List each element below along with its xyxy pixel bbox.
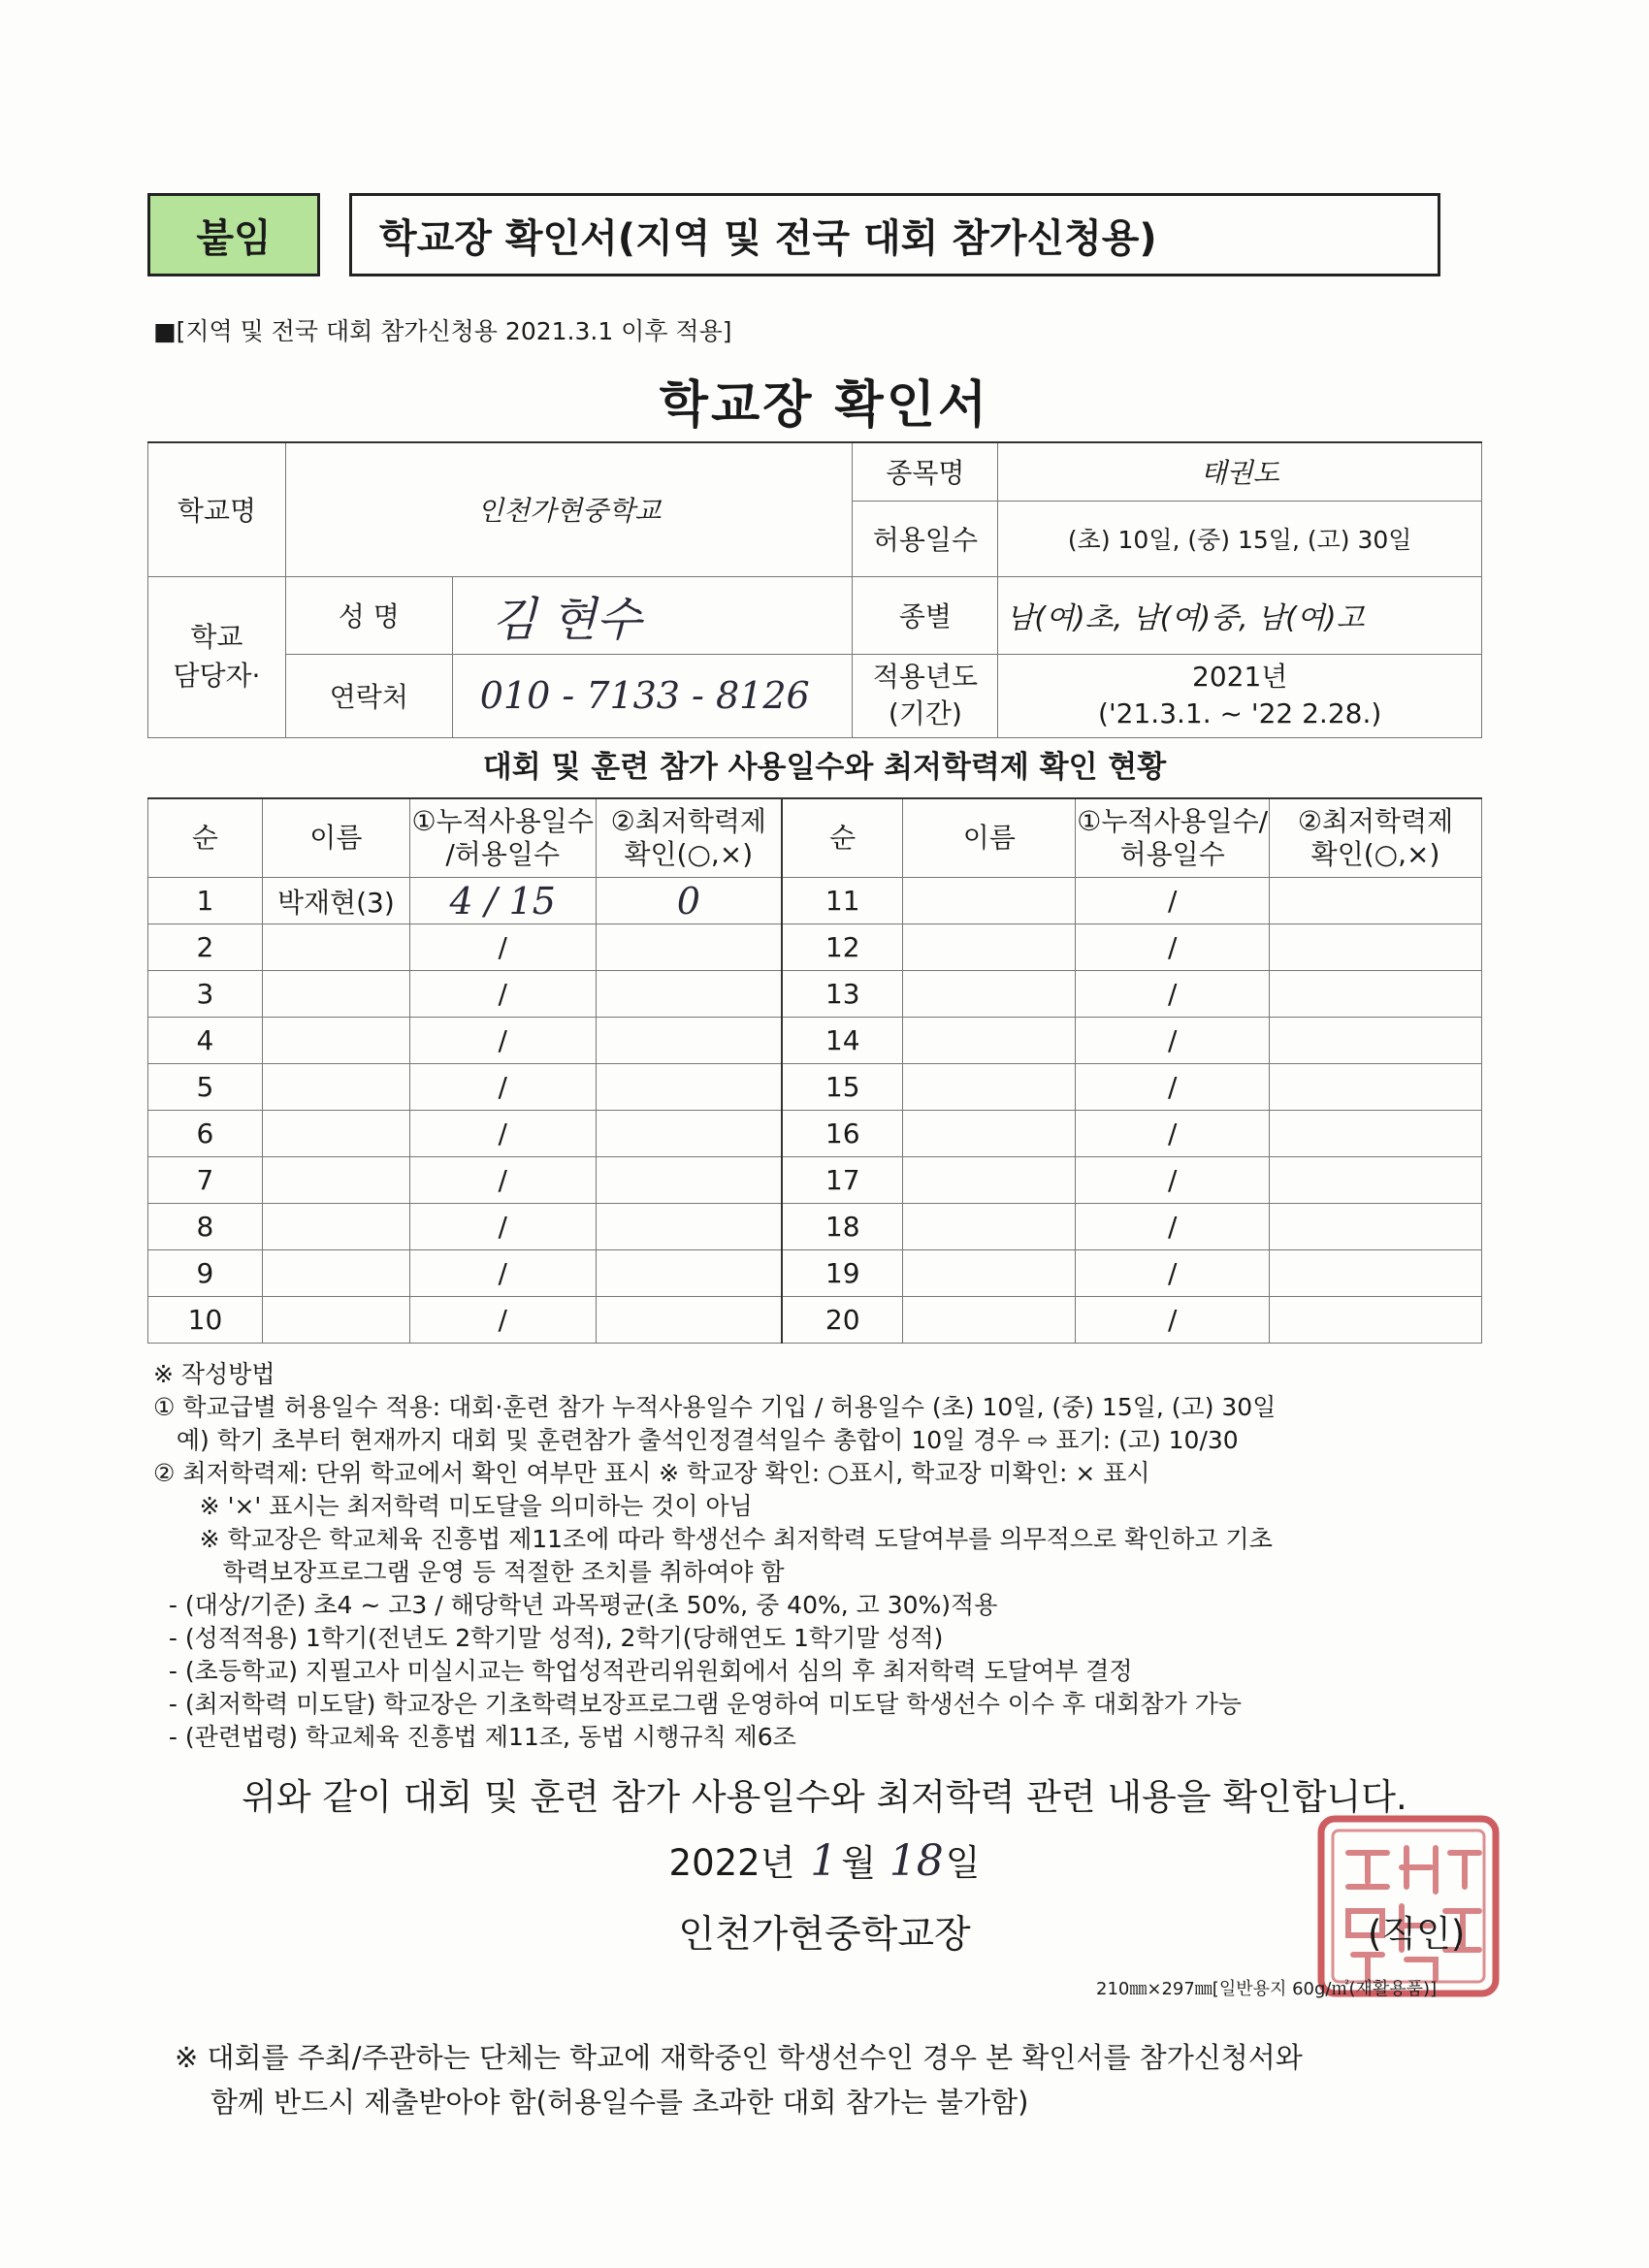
cell-no: 4 [148, 1018, 263, 1064]
cell-check [596, 1204, 782, 1250]
cell-no: 8 [148, 1204, 263, 1250]
contact-value: 010 - 7133 - 8126 [452, 654, 853, 737]
cell-check [1270, 1157, 1482, 1204]
allowed-value: (초) 10일, (중) 15일, (고) 30일 [998, 501, 1482, 576]
applies-note: ■[지역 및 전국 대회 참가신청용 2021.3.1 이후 적용] [153, 317, 732, 345]
header-days: ①누적사용일수 /허용일수 [409, 798, 596, 878]
note-line: ② 최저학력제: 단위 학교에서 확인 여부만 표시 ※ 학교장 확인: ○표시, 학교장 미확인: × 표시 [153, 1459, 1150, 1487]
cell-days: / [409, 1018, 596, 1064]
confirmation-text: 위와 같이 대회 및 훈련 참가 사용일수와 최저학력 관련 내용을 확인합니다. [242, 1776, 1407, 1818]
header-name: 이름 [903, 798, 1076, 878]
table-row [148, 1297, 1482, 1344]
cell-check: 0 [596, 878, 782, 924]
note-line: - (관련법령) 학교체육 진흥법 제11조, 동법 시행규칙 제6조 [153, 1723, 796, 1751]
cell-no: 18 [782, 1204, 903, 1250]
cell-name [262, 1204, 409, 1250]
principal-name: 인천가현중학교장 [678, 1913, 971, 1957]
header-name: 이름 [262, 798, 409, 878]
school-label: 학교명 [148, 442, 286, 576]
table-row [148, 1250, 1482, 1297]
cell-name [903, 971, 1076, 1018]
cell-days: / [409, 1064, 596, 1111]
header-days: ①누적사용일수/ 허용일수 [1076, 798, 1270, 878]
header-no: 순 [148, 798, 263, 878]
cell-days: / [1076, 971, 1270, 1018]
name-value: 김 현수 [452, 576, 853, 654]
name-label: 성 명 [285, 576, 452, 654]
cell-name [903, 1297, 1076, 1344]
cell-days: / [1076, 878, 1270, 924]
cell-no: 16 [782, 1111, 903, 1157]
header-check: ②최저학력제 확인(○,×) [1270, 798, 1482, 878]
cell-no: 5 [148, 1064, 263, 1111]
sport-value: 태권도 [998, 442, 1482, 501]
cell-days: / [409, 1111, 596, 1157]
cell-days: / [1076, 1111, 1270, 1157]
cell-days: / [409, 1157, 596, 1204]
cell-name [903, 1204, 1076, 1250]
cell-no: 9 [148, 1250, 263, 1297]
cell-days: / [409, 1297, 596, 1344]
section-title: 대회 및 훈련 참가 사용일수와 최저학력제 확인 현황 [482, 750, 1167, 785]
seal-label: (직인) [1368, 1913, 1466, 1955]
paper-spec: 210㎜×297㎜[일반용지 60g/㎡(재활용품)] [1096, 1979, 1438, 1999]
cell-no: 14 [782, 1018, 903, 1064]
allowed-label: 허용일수 [853, 501, 998, 576]
info-table [147, 441, 1482, 738]
note-line: - (최저학력 미도달) 학교장은 기초학력보장프로그램 운영하여 미도달 학생선수 이수 후 대회참가 가능 [153, 1690, 1242, 1718]
cell-days: / [409, 924, 596, 971]
table-row [148, 1111, 1482, 1157]
note-line: - (초등학교) 지필고사 미실시교는 학업성적관리위원회에서 심의 후 최저학력 도달여부 결정 [153, 1657, 1133, 1685]
cell-name [903, 1157, 1076, 1204]
date-month: 1 [810, 1836, 838, 1886]
cell-days: / [409, 1204, 596, 1250]
note-line: ① 학교급별 허용일수 적용: 대회·훈련 참가 누적사용일수 기입 / 허용일수 (초) 10일, (중) 15일, (고) 30일 [153, 1393, 1277, 1421]
cell-days: / [1076, 924, 1270, 971]
cell-no: 1 [148, 878, 263, 924]
cell-check [1270, 1064, 1482, 1111]
header-check: ②최저학력제 확인(○,×) [596, 798, 782, 878]
cell-name [262, 1064, 409, 1111]
cell-name [903, 878, 1076, 924]
cell-check [1270, 1018, 1482, 1064]
cell-check [1270, 1204, 1482, 1250]
cell-days: / [1076, 1250, 1270, 1297]
cell-name [262, 1250, 409, 1297]
cell-days: / [1076, 1018, 1270, 1064]
date-day-unit: 일 [945, 1842, 981, 1884]
note-line: ※ '×' 표시는 최저학력 미도달을 의미하는 것이 아님 [153, 1492, 753, 1520]
cell-days: / [409, 971, 596, 1018]
header-no: 순 [782, 798, 903, 878]
date-month-unit: 월 [841, 1842, 876, 1884]
period-value: ('21.3.1. ~ '22 2.28.) [1098, 697, 1382, 729]
cell-name [262, 1111, 409, 1157]
cell-name [262, 924, 409, 971]
writing-notes [153, 1358, 1276, 1754]
cell-check [1270, 1111, 1482, 1157]
contact-label: 연락처 [285, 654, 452, 737]
cell-no: 11 [782, 878, 903, 924]
cell-no: 2 [148, 924, 263, 971]
cell-name [903, 1018, 1076, 1064]
cell-no: 12 [782, 924, 903, 971]
header-title: 학교장 확인서(지역 및 전국 대회 참가신청용) [349, 193, 1440, 276]
cell-days: / [1076, 1204, 1270, 1250]
year-label: 적용년도 (기간) [853, 654, 998, 737]
cell-no: 15 [782, 1064, 903, 1111]
table-row [148, 924, 1482, 971]
footer-note [175, 2035, 1303, 2124]
date-year: 2022년 [668, 1842, 795, 1884]
cell-check [596, 1157, 782, 1204]
cell-check [1270, 924, 1482, 971]
cell-days: / [1076, 1297, 1270, 1344]
note-line: 학력보장프로그램 운영 등 적절한 조치를 취하여야 함 [153, 1558, 785, 1586]
cell-check [1270, 1250, 1482, 1297]
cell-check [596, 1297, 782, 1344]
note-line: - (성적적용) 1학기(전년도 2학기말 성적), 2학기(당해연도 1학기말 성적) [153, 1624, 944, 1652]
cell-days: / [1076, 1157, 1270, 1204]
cell-name [903, 1250, 1076, 1297]
table-row [148, 1204, 1482, 1250]
cell-name: 박재현(3) [262, 878, 409, 924]
cell-no: 17 [782, 1157, 903, 1204]
table-row [148, 971, 1482, 1018]
gender-value: 남(여)초, 남(여)중, 남(여)고 [998, 576, 1482, 654]
cell-no: 19 [782, 1250, 903, 1297]
table-row [148, 1157, 1482, 1204]
note-line: ※ 작성방법 [153, 1360, 275, 1388]
table-row [148, 1018, 1482, 1064]
note-line: - (대상/기준) 초4 ~ 고3 / 해당학년 과목평균(초 50%, 중 40%, 고 30%)적용 [153, 1591, 998, 1619]
sport-label: 종목명 [853, 442, 998, 501]
cell-days: 4 / 15 [409, 878, 596, 924]
cell-name [262, 1018, 409, 1064]
cell-name [262, 971, 409, 1018]
cell-check [1270, 878, 1482, 924]
cell-days: / [409, 1250, 596, 1297]
note-line: 예) 학기 초부터 현재까지 대회 및 훈련참가 출석인정결석일수 총합이 10일 경우 ⇨ 표기: (고) 10/30 [153, 1426, 1239, 1454]
cell-check [596, 1064, 782, 1111]
school-value: 인천가현중학교 [285, 442, 853, 576]
cell-name [903, 924, 1076, 971]
note-line: ※ 학교장은 학교체육 진흥법 제11조에 따라 학생선수 최저학력 도달여부를 의무적으로 확인하고 기초 [153, 1525, 1273, 1553]
cell-name [262, 1157, 409, 1204]
cell-days: / [1076, 1064, 1270, 1111]
cell-no: 13 [782, 971, 903, 1018]
cell-check [596, 971, 782, 1018]
cell-check [1270, 1297, 1482, 1344]
table-row [148, 1064, 1482, 1111]
cell-no: 6 [148, 1111, 263, 1157]
year-value: 2021년 [1192, 661, 1288, 693]
cell-no: 7 [148, 1157, 263, 1204]
cell-check [1270, 971, 1482, 1018]
cell-no: 3 [148, 971, 263, 1018]
cell-name [262, 1297, 409, 1344]
footer-line: ※ 대회를 주최/주관하는 단체는 학교에 재학중인 학생선수인 경우 본 확인서를 참가신청서와 [175, 2041, 1303, 2074]
cell-name [903, 1111, 1076, 1157]
cell-no: 10 [148, 1297, 263, 1344]
cell-check [596, 924, 782, 971]
manager-label: 학교 담당자· [148, 576, 286, 737]
footer-line: 함께 반드시 제출받아야 함(허용일수를 초과한 대회 참가는 불가함) [175, 2086, 1029, 2119]
cell-check [596, 1250, 782, 1297]
document-title: 학교장 확인서 [659, 376, 990, 435]
table-row [148, 878, 1482, 924]
gender-label: 종별 [853, 576, 998, 654]
cell-no: 20 [782, 1297, 903, 1344]
cell-check [596, 1111, 782, 1157]
participation-grid [147, 797, 1482, 1344]
cell-name [903, 1064, 1076, 1111]
year-cell [998, 654, 1482, 737]
date-day: 18 [889, 1836, 944, 1886]
cell-check [596, 1018, 782, 1064]
attachment-tag: 붙임 [147, 193, 320, 276]
